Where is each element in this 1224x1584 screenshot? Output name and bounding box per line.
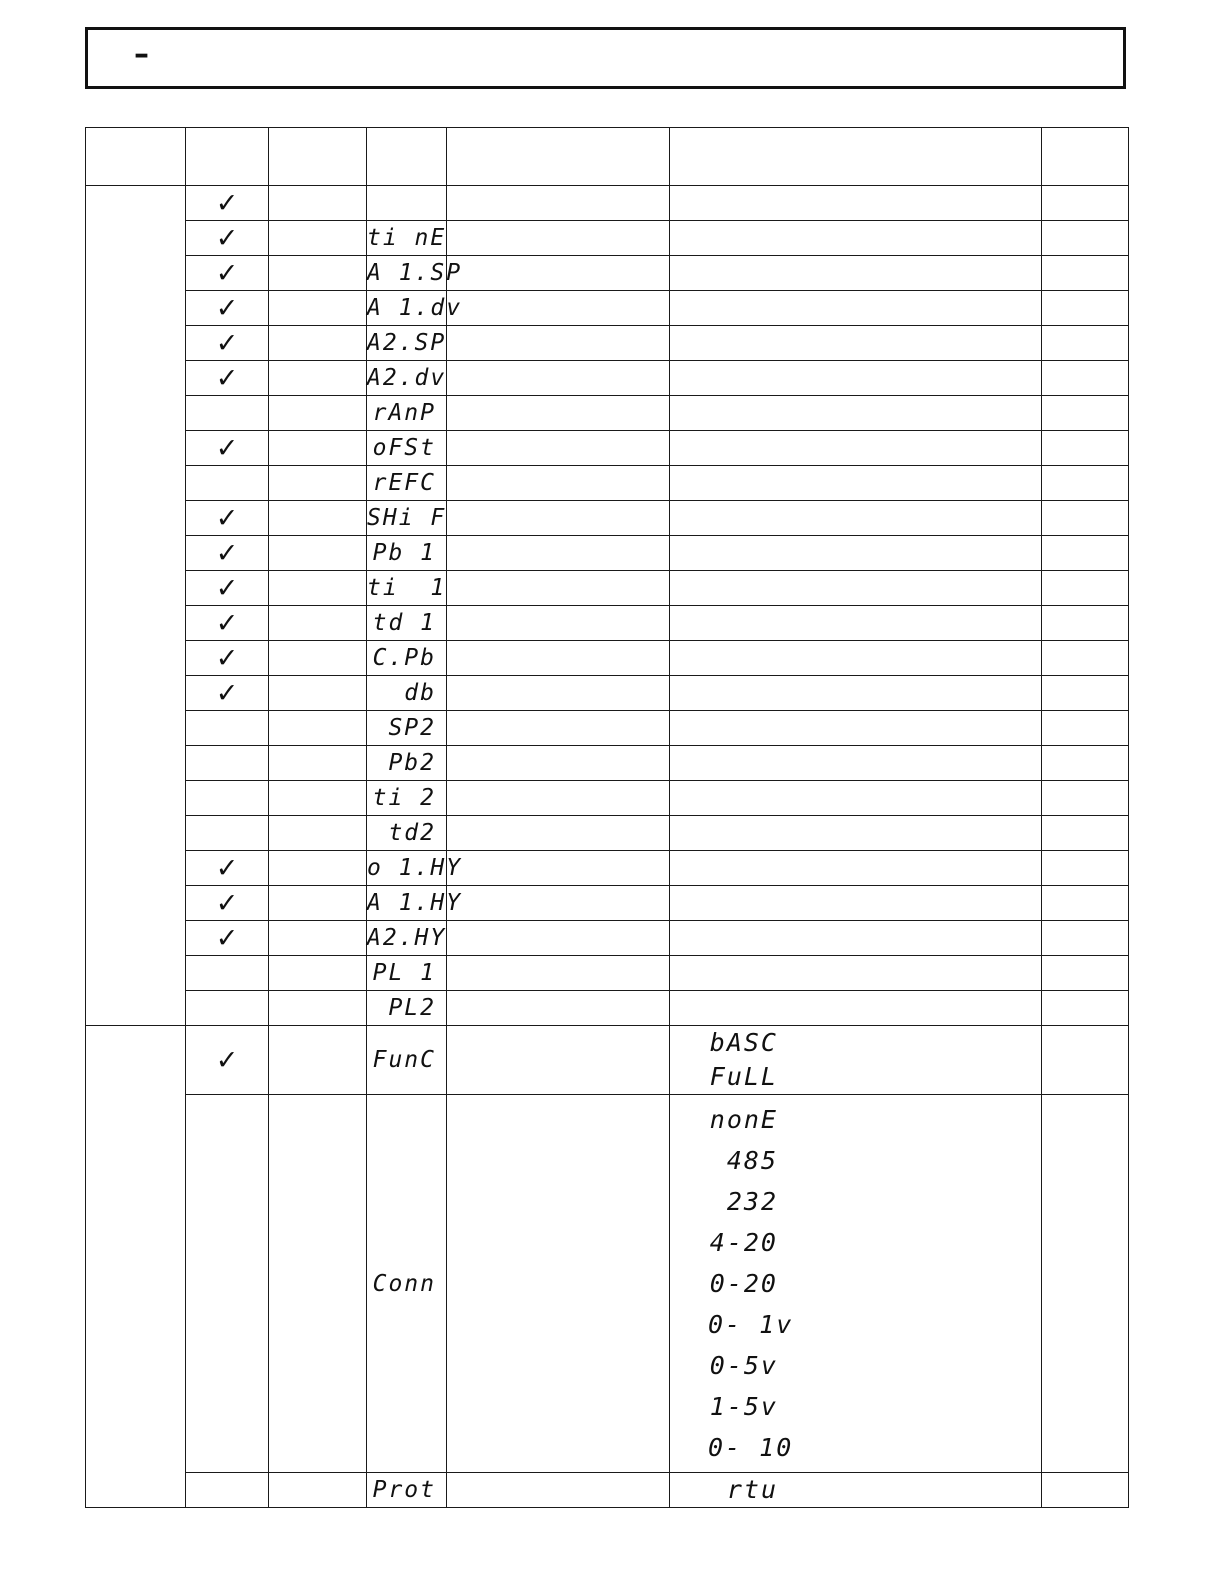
empty-cell [269, 186, 367, 221]
table-row [86, 781, 1129, 816]
header-cell [670, 128, 1042, 186]
settings-cell [670, 536, 1042, 571]
header-cell [86, 128, 186, 186]
settings-cell [670, 991, 1042, 1026]
check-cell: ✓ [186, 536, 269, 571]
default-cell [1042, 431, 1129, 466]
default-cell [1042, 606, 1129, 641]
settings-cell [670, 501, 1042, 536]
check-cell: ✓ [186, 851, 269, 886]
check-cell [186, 1473, 269, 1508]
description-cell [447, 851, 670, 886]
table-row [86, 431, 1129, 466]
table-row [86, 851, 1129, 886]
table-row [86, 641, 1129, 676]
parameter-code: A 1.HY [367, 886, 447, 921]
empty-cell [269, 956, 367, 991]
check-cell [186, 746, 269, 781]
parameter-code: Prot [367, 1473, 447, 1508]
settings-cell [670, 746, 1042, 781]
option-value: FuLL [709, 1062, 778, 1091]
default-cell [1042, 501, 1129, 536]
check-cell: ✓ [186, 291, 269, 326]
parameter-code: A2.dv [367, 361, 447, 396]
empty-cell [269, 886, 367, 921]
table-row [86, 606, 1129, 641]
empty-cell [269, 816, 367, 851]
description-cell [447, 641, 670, 676]
option-value: rtu [726, 1475, 778, 1504]
parameter-code: PL 1 [367, 956, 447, 991]
description-cell [447, 956, 670, 991]
default-cell [1042, 641, 1129, 676]
default-cell [1042, 851, 1129, 886]
default-cell [1042, 536, 1129, 571]
settings-cell [670, 291, 1042, 326]
settings-cell [670, 571, 1042, 606]
page-title: – [134, 37, 149, 72]
empty-cell [269, 361, 367, 396]
empty-cell [269, 1473, 367, 1508]
settings-cell [670, 921, 1042, 956]
default-cell [1042, 256, 1129, 291]
settings-cell [670, 396, 1042, 431]
table-row-comm [86, 1095, 1129, 1473]
description-cell [447, 1095, 670, 1473]
check-cell: ✓ [186, 606, 269, 641]
default-cell [1042, 221, 1129, 256]
parameter-code: A 1.SP [367, 256, 447, 291]
default-cell [1042, 676, 1129, 711]
parameter-code: A 1.dv [367, 291, 447, 326]
empty-cell [269, 1095, 367, 1473]
table-row [86, 326, 1129, 361]
parameter-table [85, 127, 1129, 1508]
settings-cell [670, 361, 1042, 396]
check-cell [186, 991, 269, 1026]
description-cell [447, 466, 670, 501]
empty-cell [269, 1026, 367, 1095]
default-cell [1042, 781, 1129, 816]
empty-cell [269, 851, 367, 886]
description-cell [447, 536, 670, 571]
header-cell [186, 128, 269, 186]
description-cell [447, 221, 670, 256]
empty-cell [269, 221, 367, 256]
parameter-code: ti 1 [367, 571, 447, 606]
option-value: 0-5v [709, 1351, 778, 1380]
option-value: 4-20 [709, 1228, 778, 1257]
header-cell [367, 128, 447, 186]
table-row [86, 746, 1129, 781]
table-row [86, 396, 1129, 431]
parameter-code: rAnP [367, 396, 447, 431]
description-cell [447, 291, 670, 326]
table-header-row [86, 128, 1129, 186]
default-cell [1042, 1026, 1129, 1095]
empty-cell [269, 676, 367, 711]
check-cell: ✓ [186, 1026, 269, 1095]
settings-cell [670, 676, 1042, 711]
parameter-code: Conn [367, 1095, 447, 1473]
default-cell [1042, 571, 1129, 606]
parameter-code: Pb 1 [367, 536, 447, 571]
default-cell [1042, 746, 1129, 781]
option-value: 485 [726, 1146, 778, 1175]
description-cell [447, 326, 670, 361]
empty-cell [269, 536, 367, 571]
parameter-code: C.Pb [367, 641, 447, 676]
default-cell [1042, 396, 1129, 431]
empty-cell [269, 501, 367, 536]
parameter-code: ti 2 [367, 781, 447, 816]
check-cell: ✓ [186, 571, 269, 606]
parameter-code: A2.SP [367, 326, 447, 361]
empty-cell [269, 256, 367, 291]
settings-cell [670, 326, 1042, 361]
description-cell [447, 431, 670, 466]
title-box [85, 27, 1126, 89]
description-cell [447, 361, 670, 396]
table-row [86, 466, 1129, 501]
description-cell [447, 676, 670, 711]
description-cell [447, 1473, 670, 1508]
description-cell [447, 886, 670, 921]
check-cell: ✓ [186, 676, 269, 711]
check-cell: ✓ [186, 641, 269, 676]
default-cell [1042, 361, 1129, 396]
empty-cell [269, 571, 367, 606]
settings-cell [670, 886, 1042, 921]
table-row [86, 361, 1129, 396]
default-cell [1042, 956, 1129, 991]
header-cell [447, 128, 670, 186]
check-cell [186, 781, 269, 816]
description-cell [447, 396, 670, 431]
empty-cell [269, 291, 367, 326]
parameter-code: A2.HY [367, 921, 447, 956]
empty-cell [269, 711, 367, 746]
empty-cell [269, 606, 367, 641]
table-row [86, 956, 1129, 991]
default-cell [1042, 816, 1129, 851]
default-cell [1042, 291, 1129, 326]
table-row [86, 991, 1129, 1026]
table-row-func [86, 1026, 1129, 1095]
table-row [86, 816, 1129, 851]
parameter-code: td2 [367, 816, 447, 851]
header-cell [1042, 128, 1129, 186]
default-cell [1042, 991, 1129, 1026]
check-cell [186, 816, 269, 851]
settings-cell [670, 851, 1042, 886]
settings-cell [670, 606, 1042, 641]
empty-cell [269, 746, 367, 781]
table-row [86, 536, 1129, 571]
option-value: 0- 1v [708, 1310, 794, 1339]
empty-cell [269, 781, 367, 816]
check-cell: ✓ [186, 221, 269, 256]
empty-cell [269, 326, 367, 361]
default-cell [1042, 326, 1129, 361]
settings-cell [670, 221, 1042, 256]
table-row [86, 291, 1129, 326]
check-cell [186, 466, 269, 501]
check-cell [186, 711, 269, 746]
options-cell [670, 1095, 1042, 1473]
parameter-code: SHi F [367, 501, 447, 536]
parameter-code: rEFC [367, 466, 447, 501]
description-cell [447, 571, 670, 606]
check-cell [186, 1095, 269, 1473]
description-cell [447, 711, 670, 746]
settings-cell [670, 816, 1042, 851]
check-cell: ✓ [186, 921, 269, 956]
default-cell [1042, 886, 1129, 921]
parameter-code: db [367, 676, 447, 711]
options-cell [670, 1473, 1042, 1508]
table-row [86, 711, 1129, 746]
parameter-code: td 1 [367, 606, 447, 641]
description-cell [447, 816, 670, 851]
description-cell [447, 781, 670, 816]
settings-cell [670, 781, 1042, 816]
settings-cell [670, 956, 1042, 991]
check-cell [186, 396, 269, 431]
default-cell [1042, 1095, 1129, 1473]
parameter-code: ti nE [367, 221, 447, 256]
group-cell [86, 1026, 186, 1508]
check-cell: ✓ [186, 886, 269, 921]
settings-cell [670, 641, 1042, 676]
table-row [86, 676, 1129, 711]
table-row [86, 221, 1129, 256]
table-row [86, 256, 1129, 291]
empty-cell [269, 466, 367, 501]
settings-cell [670, 431, 1042, 466]
description-cell [447, 1026, 670, 1095]
description-cell [447, 991, 670, 1026]
table-row [86, 921, 1129, 956]
empty-cell [269, 991, 367, 1026]
option-value: 1-5v [709, 1392, 778, 1421]
parameter-code: o 1.HY [367, 851, 447, 886]
description-cell [447, 501, 670, 536]
check-cell: ✓ [186, 501, 269, 536]
description-cell [447, 606, 670, 641]
description-cell [447, 746, 670, 781]
header-cell [269, 128, 367, 186]
option-value: 232 [726, 1187, 778, 1216]
default-cell [1042, 711, 1129, 746]
description-cell [447, 256, 670, 291]
check-cell: ✓ [186, 431, 269, 466]
table-row [86, 501, 1129, 536]
check-cell: ✓ [186, 361, 269, 396]
default-cell [1042, 1473, 1129, 1508]
group-cell [86, 186, 186, 1026]
parameter-code: oFSt [367, 431, 447, 466]
option-value: 0-20 [709, 1269, 778, 1298]
options-cell [670, 1026, 1042, 1095]
settings-cell [670, 711, 1042, 746]
settings-cell [670, 466, 1042, 501]
check-cell: ✓ [186, 326, 269, 361]
table-row [86, 886, 1129, 921]
table-row [86, 571, 1129, 606]
check-cell: ✓ [186, 256, 269, 291]
check-cell [186, 956, 269, 991]
option-value: bASC [709, 1028, 778, 1057]
settings-cell [670, 256, 1042, 291]
parameter-code: PL2 [367, 991, 447, 1026]
table-row-prot [86, 1473, 1129, 1508]
check-cell: ✓ [186, 186, 269, 221]
description-cell [447, 921, 670, 956]
settings-cell [670, 186, 1042, 221]
parameter-code: SP2 [367, 711, 447, 746]
empty-cell [269, 641, 367, 676]
empty-cell [269, 921, 367, 956]
default-cell [1042, 921, 1129, 956]
table-row [86, 186, 1129, 221]
option-value: 0- 10 [708, 1433, 794, 1462]
default-cell [1042, 466, 1129, 501]
option-value: nonE [709, 1105, 778, 1134]
parameter-code: Pb2 [367, 746, 447, 781]
empty-cell [269, 431, 367, 466]
description-cell [447, 186, 670, 221]
empty-cell [269, 396, 367, 431]
parameter-code [367, 186, 447, 221]
parameter-code: FunC [367, 1026, 447, 1095]
default-cell [1042, 186, 1129, 221]
